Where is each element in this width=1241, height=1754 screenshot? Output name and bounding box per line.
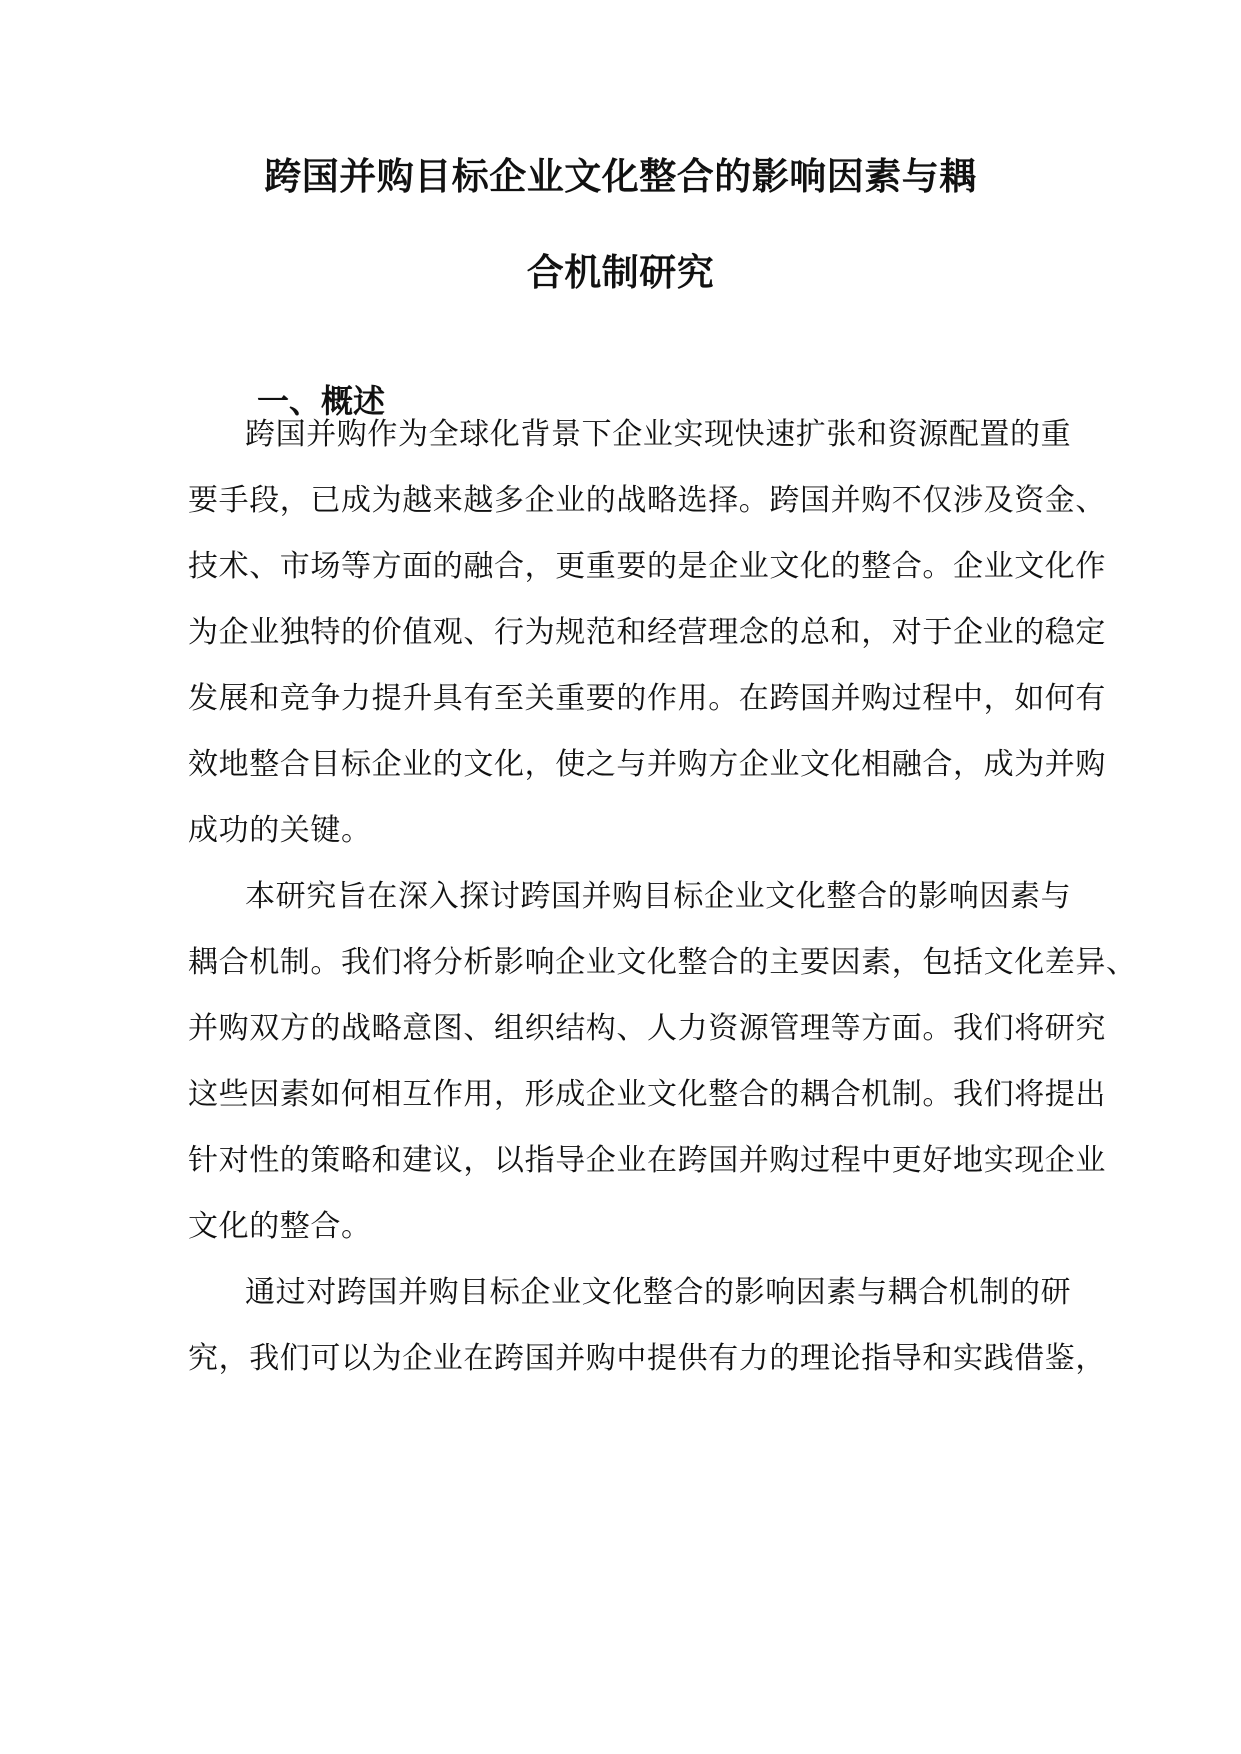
paragraph-line: 耦合机制。我们将分析影响企业文化整合的主要因素，包括文化差异、 [188,945,1137,980]
paragraph-line: 通过对跨国并购目标企业文化整合的影响因素与耦合机制的研 [245,1275,1072,1310]
paragraph-line: 发展和竞争力提升具有至关重要的作用。在跨国并购过程中，如何有 [188,681,1106,716]
section-heading-overview: 一、概述 [257,382,386,420]
paragraph-line: 跨国并购作为全球化背景下企业实现快速扩张和资源配置的重 [245,417,1072,452]
paragraph-line: 这些因素如何相互作用，形成企业文化整合的耦合机制。我们将提出 [188,1077,1106,1112]
paragraph-line: 技术、市场等方面的融合，更重要的是企业文化的整合。企业文化作 [188,549,1106,584]
paragraph-line: 究，我们可以为企业在跨国并购中提供有力的理论指导和实践借鉴， [188,1341,1106,1376]
document-title-line-1: 跨国并购目标企业文化整合的影响因素与耦 [264,154,977,198]
paragraph-line: 针对性的策略和建议，以指导企业在跨国并购过程中更好地实现企业 [188,1143,1106,1178]
document-title-line-2: 合机制研究 [526,250,715,294]
paragraph-line: 本研究旨在深入探讨跨国并购目标企业文化整合的影响因素与 [245,879,1072,914]
paragraph-line: 效地整合目标企业的文化，使之与并购方企业文化相融合，成为并购 [188,747,1106,782]
paragraph-line: 成功的关键。 [188,813,372,848]
paragraph-line: 文化的整合。 [188,1209,372,1244]
paragraph-line: 要手段，已成为越来越多企业的战略选择。跨国并购不仅涉及资金、 [188,483,1106,518]
paragraph-line: 为企业独特的价值观、行为规范和经营理念的总和，对于企业的稳定 [188,615,1106,650]
paragraph-line: 并购双方的战略意图、组织结构、人力资源管理等方面。我们将研究 [188,1011,1106,1046]
